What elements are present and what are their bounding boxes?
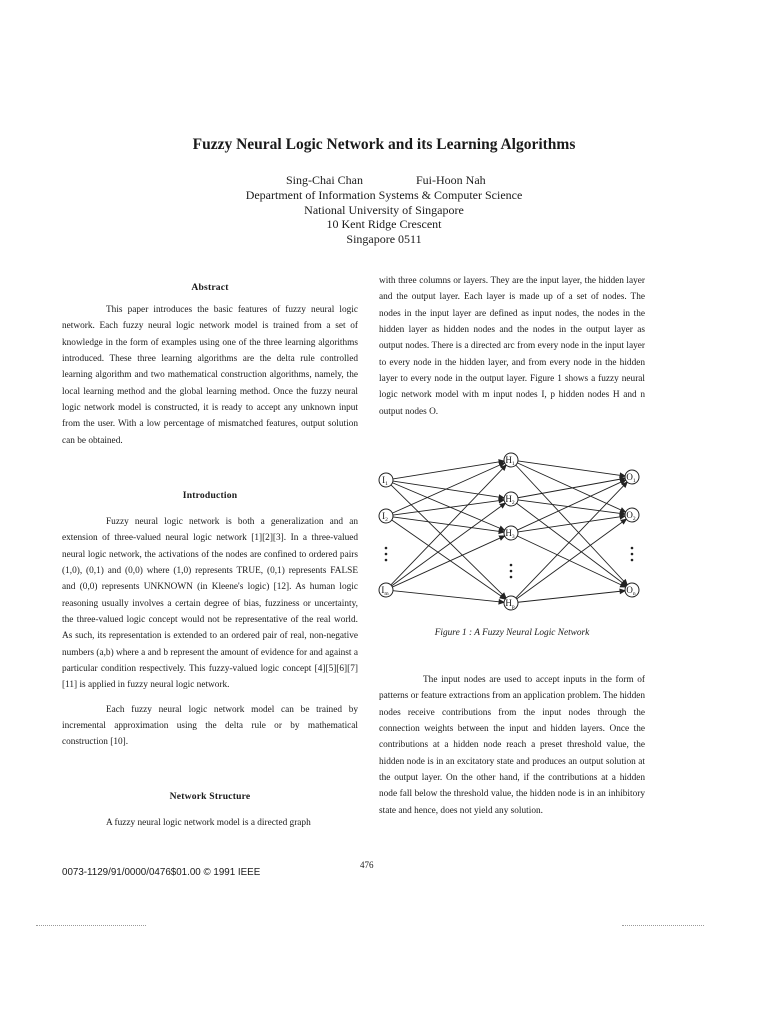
input-node-label: $I_m$ [381, 585, 389, 597]
figure-caption: Figure 1 : A Fuzzy Neural Logic Network [434, 628, 590, 638]
network-structure-text [62, 815, 358, 831]
hidden-node-label: $H_p$ [505, 598, 515, 610]
arrowhead [620, 589, 625, 593]
hidden-node [504, 596, 518, 610]
input-node-label: $I_2$ [382, 511, 388, 523]
input-node [379, 473, 393, 487]
connection-arc [393, 481, 504, 498]
body-paragraph: The input nodes are used to accept inputs in the form of patterns or feature extractions from an application problem. The hidden nodes receive contributions from the input nodes through the connection weights between the input and hidden layers. Once the contributions at a hidden node reach a preset threshold value, the hidden node is in an excitatory state and produces an output solution at the output layer. On the other hand, if the contributions at a hidden node fall below the threshold value, the hidden node is in an inhibitory state and hence, does not yield any solution. [379, 675, 645, 816]
affiliation-line: 10 Kent Ridge Crescent [326, 217, 442, 231]
output-node-label: $O_n$ [626, 585, 636, 597]
author-name: Fui-Hoon Nah [416, 173, 486, 187]
connection-arc [392, 536, 504, 587]
hidden-node-label: $H_2$ [505, 494, 515, 506]
connection-arc [393, 500, 504, 515]
affiliation-line: Department of Information Systems & Computer Science [245, 188, 523, 202]
affiliation-line: National University of Singapore [304, 202, 464, 217]
connection-arc [393, 461, 504, 479]
abstract-text [62, 302, 358, 449]
abstract-heading: Abstract [191, 282, 229, 293]
input-node [379, 509, 393, 523]
footer-rule-left [36, 925, 146, 926]
hidden-node [504, 526, 518, 540]
input-node [379, 583, 393, 597]
input-node-label: $I_1$ [382, 475, 388, 487]
network-nodes [379, 453, 639, 610]
arrowhead [499, 536, 504, 540]
output-node [625, 508, 639, 522]
connection-arc [518, 461, 625, 476]
abstract-paragraph: This paper introduces the basic features of fuzzy neural logic network. Each fuzzy neural logic network model is trained from a set of knowledge in the form of examples using one of the three learning algorithms introduced. These three learning algorithms are the delta rule controlled learning algorithm and two mathematical construction algorithms, namely, the local learning method and the global learning method. Once the fuzzy neural logic network model is constructed, it is ready to accept any unknown input from the user. With a low percentage of mismatched features, output solution can be obtained. [62, 305, 358, 446]
network-structure-heading: Network Structure [169, 791, 251, 802]
arrowhead [499, 498, 504, 502]
connection-arc [517, 503, 627, 586]
output-node-label: $O_2$ [626, 510, 636, 522]
introduction-text [62, 514, 358, 751]
connection-arc [516, 482, 627, 598]
connection-arc [393, 591, 504, 603]
connection-arc [517, 519, 627, 599]
connection-arc [392, 503, 506, 586]
introduction-paragraph: Each fuzzy neural logic network model can be trained by incremental approximation using the delta rule or by mathematical construction [10]. [62, 704, 358, 748]
connection-arc [516, 465, 627, 585]
output-node [625, 583, 639, 597]
output-node [625, 470, 639, 484]
connection-arc [518, 500, 625, 514]
arrowhead [499, 600, 504, 604]
affiliation-line: Singapore 0511 [346, 231, 422, 246]
network-diagram [370, 440, 650, 620]
footer-rule-right [622, 925, 704, 926]
affiliation-block [0, 188, 768, 246]
connection-arc [392, 520, 506, 599]
author-name: Sing-Chai Chan [286, 173, 363, 187]
arrowhead [620, 515, 625, 519]
paper-title: Fuzzy Neural Logic Network and its Learning Algorithms [192, 136, 576, 153]
right-column-text-2 [379, 672, 645, 819]
connection-arc [518, 516, 625, 532]
copyright-notice: 0073-1129/91/0000/0476$01.00 © 1991 IEEE [62, 867, 261, 878]
connection-arc [518, 591, 625, 603]
hidden-node [504, 492, 518, 506]
introduction-heading: Introduction [182, 490, 238, 501]
introduction-paragraph: Fuzzy neural logic network is both a generalization and an extension of three-valued neural logic network [1][2][3]. In a three-valued neural logic network, the activations of the nodes are confined to ordered pairs (1,0), (0,1) and (0,0) where (1,0) represents TRUE, (0,1) represents FALSE and (0,0) represents UNKNOWN (in Kleene's logic) [12]. As human logic reasoning usually involves a certain degree of bias, fuzziness or uncertainty, the three-valued logic concept would not be representative of the real world. As such, its representation is extended to an ordered pair of real, non-negative numbers (a,b) where a and b represent the amount of evidence for and against a particular condition respectively. This fuzzy-valued logic concept [4][5][6][7][11] is applied in fuzzy neural logic network. [62, 517, 358, 691]
output-node-label: $O_1$ [626, 472, 636, 484]
right-column-text [379, 273, 645, 420]
page-number: 476 [360, 860, 374, 870]
hidden-node-label: $H_3$ [505, 528, 515, 540]
body-paragraph: with three columns or layers. They are the input layer, the hidden layer and the output layer. Each layer is made up of a set of nodes. The nodes in the input layer are defined as input nodes, the nodes in the hidden layer as hidden nodes and the nodes in the output layer as output nodes. There is a directed arc from every node in the input layer to every node in the hidden layer, and from every node in the hidden layer to every node in the output layer. Figure 1 shows a fuzzy neural logic network model with m input nodes I, p hidden nodes H and n output nodes O. [379, 276, 645, 417]
hidden-node-label: $H_1$ [505, 455, 515, 467]
hidden-node [504, 453, 518, 467]
network-structure-paragraph: A fuzzy neural logic network model is a directed graph [106, 818, 311, 828]
